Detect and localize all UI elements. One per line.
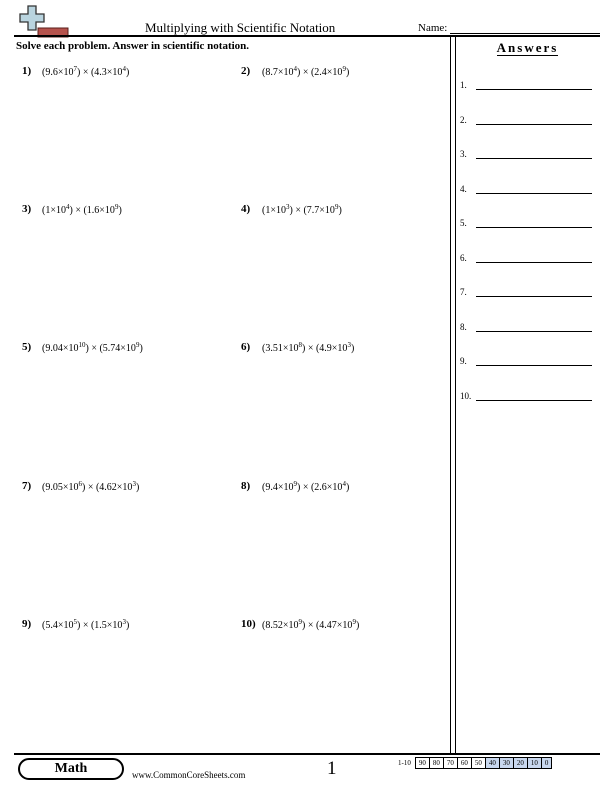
problem-expression: $(9.4\times 10^9) \times (2.6\times 10^4)$ <box>262 480 350 493</box>
problem-expression: $(8.52\times 10^9) \times (4.47\times 10^9)$ <box>262 618 360 631</box>
answer-number: 10. <box>460 390 472 401</box>
answer-number: 7. <box>460 287 467 297</box>
coefficient: 1.6 <box>86 205 100 216</box>
answer-number: 4. <box>460 183 467 194</box>
problem-expression: $(5.4\times 10^5) \times (1.5\times 10^3)$ <box>42 618 130 631</box>
answer-line-5[interactable] <box>476 227 592 228</box>
answers-heading-text: Answers <box>496 40 559 55</box>
answer-number: 8. <box>460 321 467 332</box>
exponent: 9 <box>352 618 356 626</box>
exponent: 9 <box>334 203 339 211</box>
answer-line-10[interactable] <box>476 400 592 401</box>
logo-plus-icon <box>18 4 70 38</box>
coefficient: 8.52 <box>265 620 283 631</box>
exponent: 9 <box>298 618 302 626</box>
score-table <box>398 757 552 769</box>
instructions: Solve each problem. Answer in scientific notation. <box>16 40 250 52</box>
problem-number: 4) <box>241 203 251 215</box>
coefficient: 5.4 <box>45 620 58 631</box>
name-field[interactable] <box>450 33 600 34</box>
exponent: 3 <box>132 480 136 488</box>
page-title: Multiplying with Scientific Notation <box>145 20 336 35</box>
column-divider <box>450 37 456 753</box>
answer-line-1[interactable] <box>476 89 592 90</box>
score-cell: 60 <box>457 758 471 769</box>
problem-expression: $(9.05\times 10^6) \times (4.62\times 10^3)$ <box>42 480 140 493</box>
answer-line-3[interactable] <box>476 158 592 159</box>
answer-line-7[interactable] <box>476 296 592 297</box>
name-label: Name: <box>418 22 448 34</box>
coefficient: 4.47 <box>319 620 337 631</box>
exponent: 8 <box>298 341 302 349</box>
score-row <box>398 758 552 769</box>
coefficient: 8.7 <box>265 67 278 78</box>
answer-line-9[interactable] <box>476 365 592 366</box>
problem-number: 9) <box>22 618 32 630</box>
problem-expression: $(8.7\times 10^4) \times (2.4\times 10^9)$ <box>262 65 350 78</box>
coefficient: 1 <box>45 205 51 216</box>
exponent: 6 <box>78 480 82 488</box>
score-cell: 10 <box>527 758 541 769</box>
answer-line-4[interactable] <box>476 193 592 194</box>
problem-number: 1) <box>22 65 32 77</box>
coefficient: 1.5 <box>94 620 107 631</box>
problem-number: 3) <box>22 203 32 215</box>
answer-number: 3. <box>460 149 467 159</box>
answer-number: 9. <box>460 356 467 366</box>
exponent: 4 <box>293 65 297 73</box>
score-cell: 0 <box>541 758 552 769</box>
coefficient: 3.51 <box>265 343 283 354</box>
answer-number: 1. <box>460 80 467 90</box>
problem-number: 5) <box>22 341 32 353</box>
header-rule <box>14 35 600 37</box>
coefficient: 7.7 <box>306 205 320 216</box>
coefficient: 4.62 <box>99 482 117 493</box>
coefficient: 9.6 <box>45 67 58 78</box>
exponent: 4 <box>65 203 70 211</box>
score-cell: 20 <box>513 758 527 769</box>
coefficient: 2.4 <box>314 67 327 78</box>
exponent: 10 <box>78 341 86 349</box>
answer-line-6[interactable] <box>476 262 592 263</box>
coefficient: 9.4 <box>265 482 278 493</box>
answer-number: 5. <box>460 218 467 228</box>
exponent: 3 <box>122 618 126 626</box>
score-cell: 90 <box>415 758 429 769</box>
exponent: 3 <box>285 203 290 211</box>
score-cell: 70 <box>443 758 457 769</box>
coefficient: 2.6 <box>314 482 327 493</box>
score-cell: 80 <box>429 758 443 769</box>
score-cell: 50 <box>471 758 485 769</box>
exponent: 4 <box>122 65 126 73</box>
exponent: 9 <box>293 480 297 488</box>
answer-number: 2. <box>460 114 467 125</box>
answers-heading <box>455 40 600 56</box>
problem-expression: $(1\times 10^3) \times (7.7\times 10^9)$ <box>262 203 342 216</box>
answer-number: 6. <box>460 252 467 263</box>
problem-expression: $(9.04\times 10^{10}) \times (5.74\times 10^9)$ <box>42 341 143 354</box>
page-number: 1 <box>327 758 337 779</box>
math-badge: Math <box>18 758 124 780</box>
coefficient: 9.04 <box>45 343 63 354</box>
problem-number: 10) <box>241 618 256 630</box>
coefficient: 4.3 <box>94 67 107 78</box>
problem-number: 7) <box>22 480 32 492</box>
coefficient: 1 <box>265 205 271 216</box>
coefficient: 5.74 <box>102 343 121 354</box>
exponent: 9 <box>342 65 346 73</box>
problem-expression: $(3.51\times 10^8) \times (4.9\times 10^3)$ <box>262 341 355 354</box>
problem-expression: $(9.6\times 10^7) \times (4.3\times 10^4)$ <box>42 65 130 78</box>
exponent: 7 <box>73 65 77 73</box>
problem-number: 2) <box>241 65 251 77</box>
problem-number: 8) <box>241 480 251 492</box>
exponent: 9 <box>114 203 119 211</box>
score-cell: 30 <box>499 758 513 769</box>
website-link[interactable]: www.CommonCoreSheets.com <box>132 770 246 780</box>
problem-number: 6) <box>241 341 251 353</box>
exponent: 3 <box>347 341 351 349</box>
exponent: 9 <box>135 341 140 349</box>
coefficient: 4.9 <box>319 343 332 354</box>
exponent: 5 <box>73 618 77 626</box>
score-range: 1-10 <box>398 759 411 767</box>
coefficient: 9.05 <box>45 482 63 493</box>
exponent: 4 <box>342 480 346 488</box>
score-cell: 40 <box>485 758 499 769</box>
answer-line-8[interactable] <box>476 331 592 332</box>
problem-expression: $(1\times 10^4) \times (1.6\times 10^9)$ <box>42 203 122 216</box>
answer-line-2[interactable] <box>476 124 592 125</box>
footer-rule <box>14 753 600 755</box>
